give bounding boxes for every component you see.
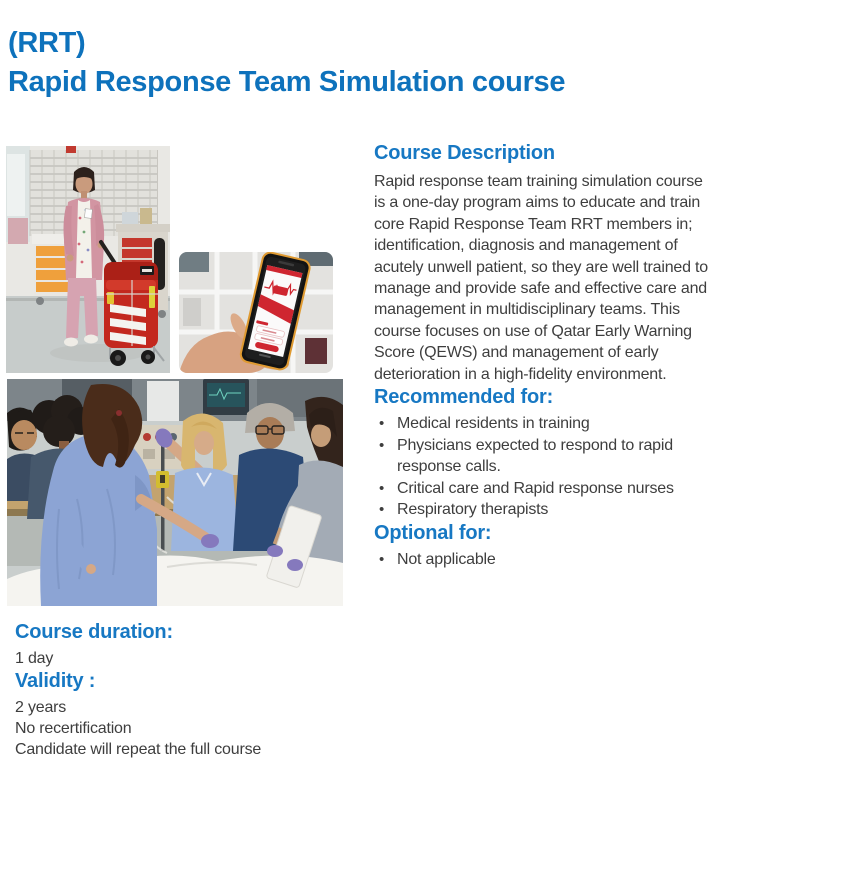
list-item: • Physicians expected to respond to rapid response calls. <box>374 435 708 478</box>
right-column <box>374 141 708 570</box>
list-item: • Medical residents in training <box>374 413 708 435</box>
recommended-for-section <box>374 385 708 521</box>
validity-line: 2 years <box>15 699 67 716</box>
phone-photo-illustration <box>179 252 333 373</box>
list-item: • Respiratory therapists <box>374 499 708 521</box>
validity-line: Candidate will repeat the full course <box>15 741 262 758</box>
optional-for-list <box>374 549 708 571</box>
recommended-for-heading: Recommended for: <box>374 386 554 409</box>
course-duration-heading: Course duration: <box>15 621 173 643</box>
page-title-line-1: (RRT) <box>8 27 86 60</box>
red-sign <box>66 146 76 153</box>
list-item: • Not applicable <box>374 549 708 571</box>
validity-section <box>15 669 365 760</box>
course-duration-section <box>15 620 365 669</box>
recommended-for-list <box>374 413 708 521</box>
medical-team-illustration <box>7 379 343 606</box>
validity-heading: Validity : <box>15 670 96 692</box>
validity-line: No recertification <box>15 720 132 737</box>
course-description-section <box>374 141 708 385</box>
iv-pole <box>161 431 165 551</box>
course-description-heading: Course Description <box>374 142 555 164</box>
course-duration-value: 1 day <box>15 650 54 667</box>
optional-for-heading: Optional for: <box>374 521 492 544</box>
phone-photo <box>179 252 333 373</box>
id-badge <box>84 209 92 219</box>
optional-for-section <box>374 521 708 571</box>
page-title-line-2: Rapid Response Team Simulation course <box>8 66 566 99</box>
nurse-photo <box>6 146 170 373</box>
left-column <box>15 620 365 760</box>
page-title <box>8 24 565 102</box>
medical-team-photo <box>7 379 343 606</box>
nurse-photo-illustration <box>6 146 170 373</box>
list-item: • Critical care and Rapid response nurses <box>374 478 708 500</box>
course-description-text: Rapid response team training simulation course is a one-day program aims to educate and train core Rapid Response Team RRT members in; identification, diagnosis and management of acutely unwell patient, so they are well trained to manage and provide safe and effective care and management in multidisciplinary teams. This course focuses on use of Qatar Early Warning Score (QEWS) and management of early deterioration in a high-fidelity environment. <box>374 173 708 383</box>
